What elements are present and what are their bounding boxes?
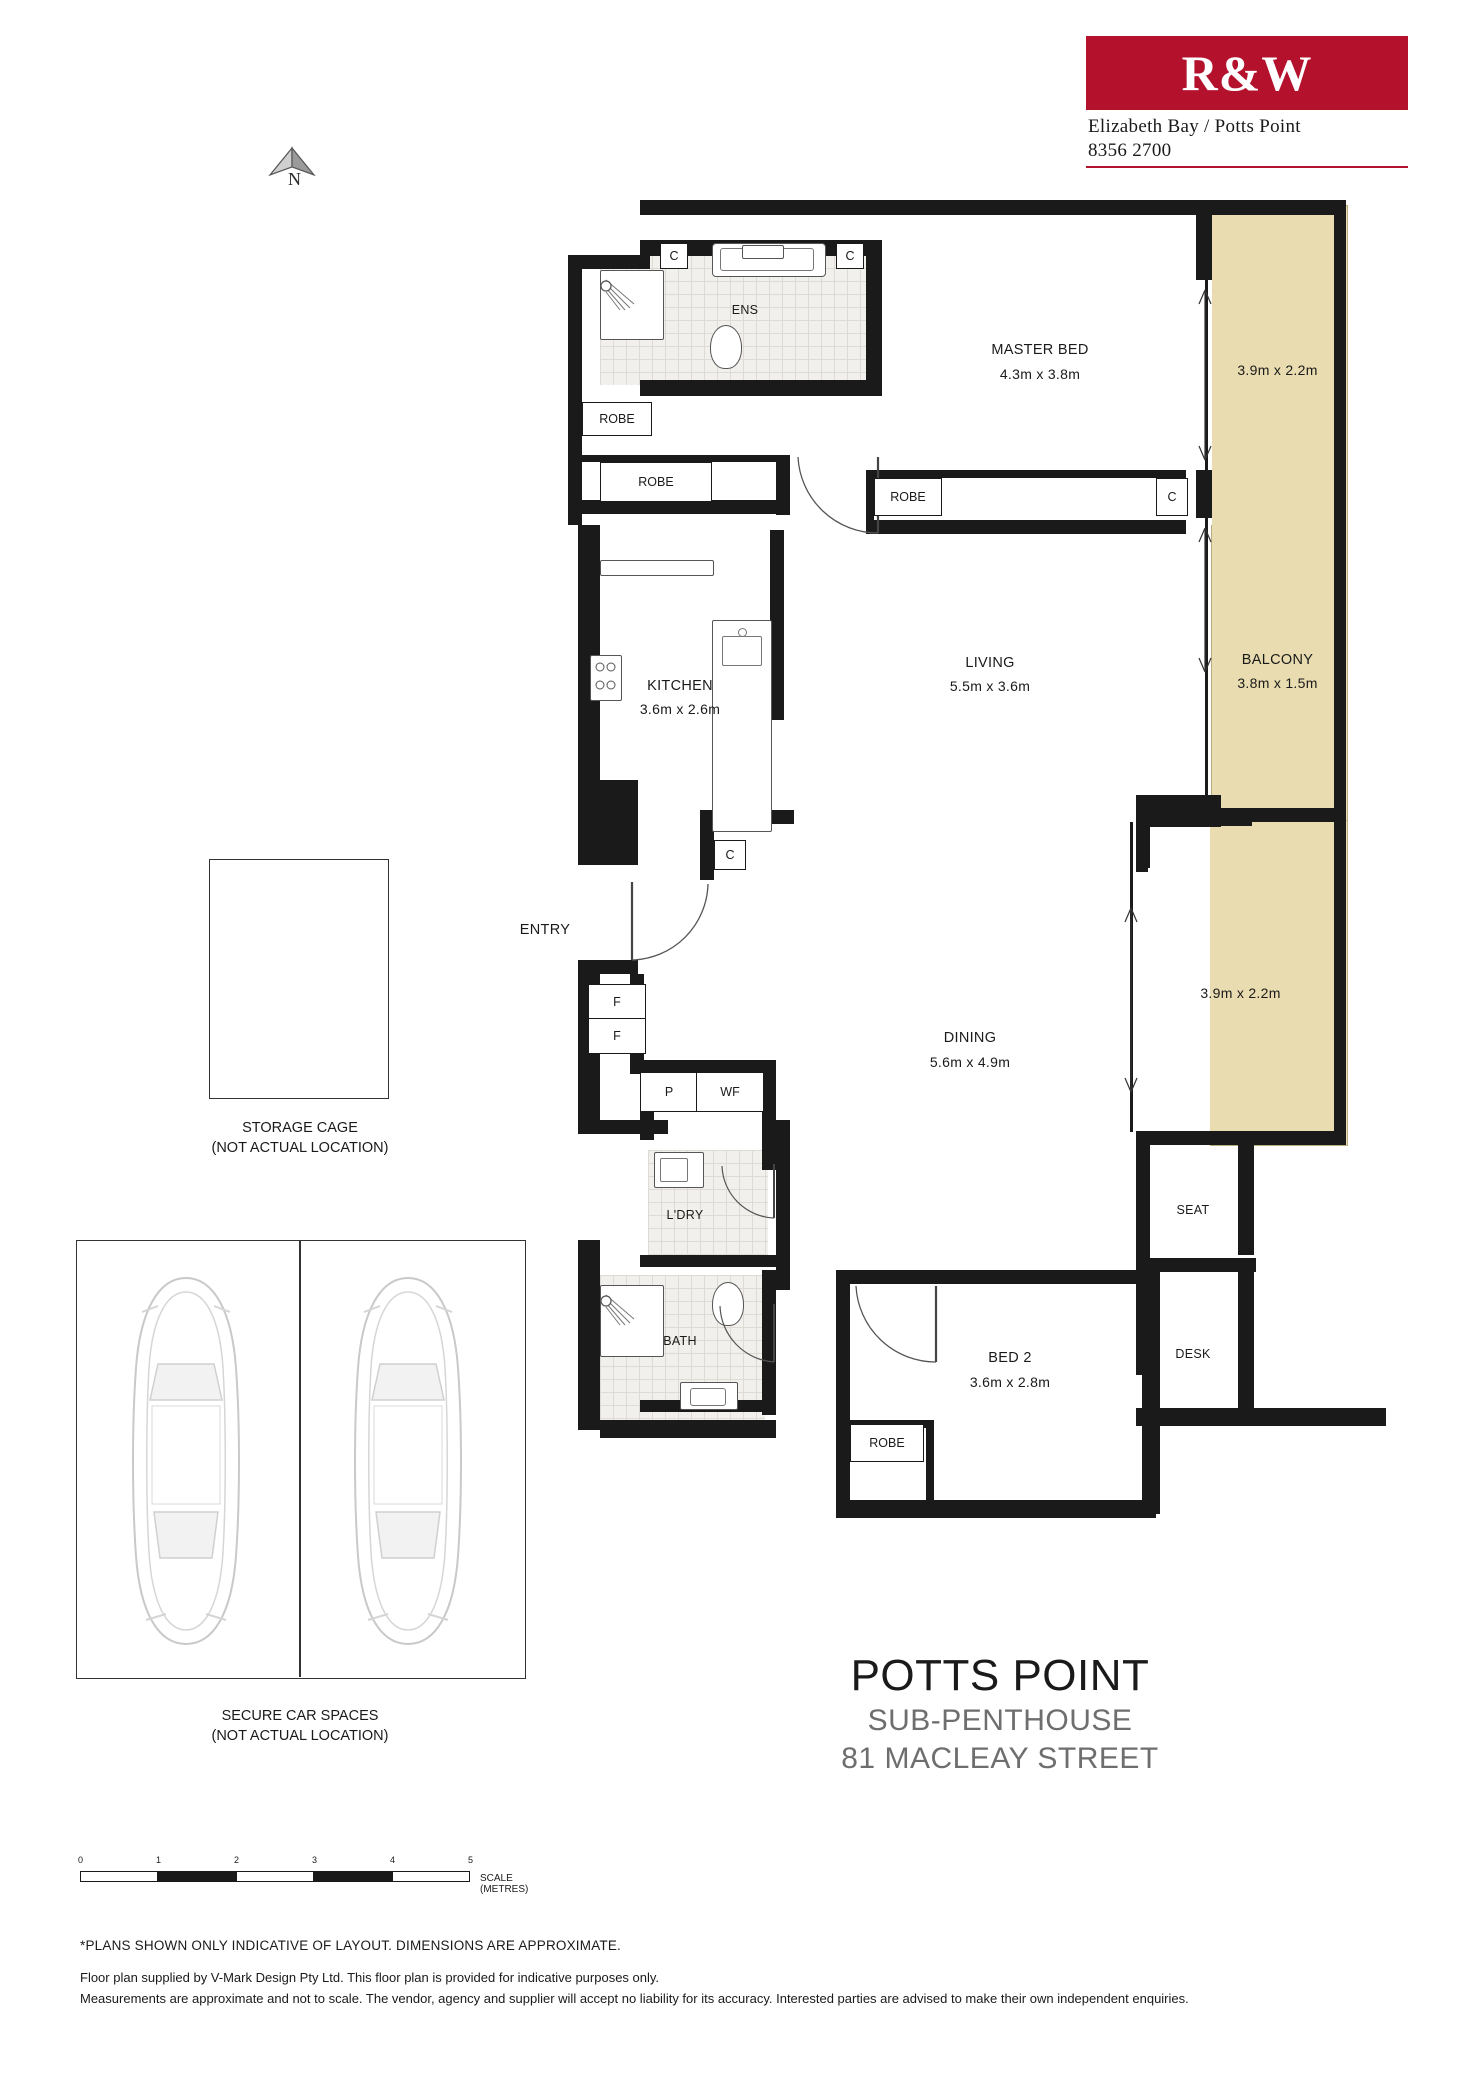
room-dims-dining: 5.6m x 4.9m	[929, 1054, 1011, 1070]
wall-dining-bottom	[836, 1270, 862, 1284]
agency-office-name: Elizabeth Bay / Potts Point	[1088, 116, 1301, 137]
entry-door-arc-icon	[630, 880, 712, 970]
label-c-3: C	[1156, 478, 1188, 516]
room-dims-balcony: 3.8m x 1.5m	[1237, 675, 1318, 691]
scale-segment-4	[392, 1871, 470, 1882]
wall-top-outer	[640, 200, 1346, 215]
wall-living-step-pier	[1136, 795, 1221, 827]
wall-robe-row-bottom	[582, 500, 790, 514]
kitchen-bench	[600, 560, 714, 576]
wall-robe-right	[776, 455, 790, 515]
bath-door-arc-icon	[716, 1300, 778, 1370]
label-laundry: L'DRY	[666, 1208, 704, 1222]
toilet-ensuite	[710, 325, 742, 369]
wall-left-upper-top	[568, 255, 650, 269]
wall-kitchen-right-upper	[770, 530, 784, 720]
label-f-1: F	[588, 984, 646, 1020]
balcony-sliding-door-lower-icon	[1118, 900, 1144, 1100]
car-icon-right	[328, 1272, 488, 1650]
room-label-dining: DINING	[943, 1030, 997, 1046]
title-block	[700, 1650, 1300, 1778]
agency-logo: R&W	[1181, 45, 1313, 101]
wall-entry-top	[578, 960, 638, 974]
disclaimer-line-2: Measurements are approximate and not to scale. The vendor, agency and supplier will accept no liability for its accuracy. Interested parties are advised to make their own independent enquiries.	[80, 1991, 1189, 2006]
room-label-bed2: BED 2	[988, 1350, 1032, 1366]
wall-bed2-top	[850, 1270, 1160, 1284]
wall-robe-row-top	[582, 455, 790, 462]
room-label-balcony: BALCONY	[1241, 652, 1314, 668]
room-dims-bed2: 3.6m x 2.8m	[969, 1374, 1051, 1390]
disclaimer-line-1: Floor plan supplied by V-Mark Design Pty Ltd. This floor plan is provided for indicative purposes only.	[80, 1970, 660, 1985]
wall-right-outer-lower	[1334, 820, 1346, 1145]
laundry-tub-bowl	[660, 1158, 688, 1182]
balcony-upper-fill	[1211, 205, 1348, 821]
label-seat: SEAT	[1176, 1203, 1210, 1217]
wall-laundry-top	[640, 1060, 776, 1072]
disclaimer-heading: *PLANS SHOWN ONLY INDICATIVE OF LAYOUT. DIMENSIONS ARE APPROXIMATE.	[80, 1938, 622, 1953]
car-spaces-caption-line2: (NOT ACTUAL LOCATION)	[211, 1728, 389, 1744]
label-robe-4: ROBE	[850, 1424, 924, 1462]
room-dims-living: 5.5m x 3.6m	[949, 678, 1031, 694]
storage-cage-caption-line2: (NOT ACTUAL LOCATION)	[211, 1140, 389, 1156]
label-robe-1: ROBE	[582, 402, 652, 436]
wall-dining-hall	[776, 1120, 790, 1290]
bed2-door-arc-icon	[848, 1284, 940, 1374]
wall-master-robe-top	[866, 470, 1186, 478]
balcony-dims-lower: 3.9m x 2.2m	[1200, 985, 1281, 1001]
scale-caption: SCALE (METRES)	[480, 1873, 529, 1895]
wall-bed2-bottom-ext	[836, 1500, 856, 1518]
wall-kitchen-bottom-block	[578, 780, 638, 865]
wall-right-outer-upper	[1334, 200, 1346, 820]
wall-laundry-left	[578, 1120, 668, 1134]
wall-bed2-robe-right	[926, 1420, 934, 1502]
storage-cage-caption-line1: STORAGE CAGE	[242, 1120, 358, 1136]
label-ens: ENS	[731, 303, 759, 317]
title-address: 81 MACLEAY STREET	[841, 1742, 1159, 1775]
label-desk: DESK	[1175, 1347, 1211, 1361]
wall-pier-living-balcony	[1196, 205, 1212, 280]
scale-tick-4: 4	[390, 1855, 396, 1865]
scale-tick-2: 2	[234, 1855, 240, 1865]
room-dims-master-bed: 4.3m x 3.8m	[999, 366, 1081, 382]
room-label-kitchen: KITCHEN	[647, 678, 713, 694]
scale-segment-0	[80, 1871, 158, 1882]
car-space-divider	[299, 1240, 301, 1677]
wall-bath-bottom-outer	[600, 1420, 776, 1438]
title-property-type: SUB-PENTHOUSE	[867, 1704, 1133, 1737]
wall-seat-right	[1238, 1145, 1254, 1255]
label-c-1: C	[660, 243, 688, 269]
disclaimer-block	[80, 1938, 1400, 2009]
basin-bath	[690, 1388, 726, 1406]
scale-tick-5: 5	[468, 1855, 474, 1865]
scale-segment-2	[236, 1871, 314, 1882]
room-label-living: LIVING	[965, 655, 1015, 671]
wall-desk-right	[1238, 1272, 1254, 1422]
north-label: N	[288, 169, 301, 189]
car-spaces-caption-line1: SECURE CAR SPACES	[221, 1708, 379, 1724]
wall-pier-living-balcony-2	[1196, 470, 1212, 518]
label-bath: BATH	[663, 1334, 697, 1348]
scale-tick-3: 3	[312, 1855, 318, 1865]
wall-laundry-bottom	[640, 1255, 776, 1267]
storage-cage-caption	[150, 1118, 450, 1158]
wall-left-master	[568, 255, 582, 395]
scale-tick-0: 0	[78, 1855, 84, 1865]
room-label-master-bed: MASTER BED	[991, 342, 1089, 358]
scale-segment-1	[158, 1871, 236, 1882]
wall-bath-left	[578, 1240, 600, 1430]
wall-desk-bottom	[1136, 1408, 1386, 1426]
vanity-ensuite	[742, 245, 784, 259]
label-entry: ENTRY	[519, 922, 571, 938]
kitchen-tap-icon	[738, 628, 747, 637]
wall-ens-bottom	[640, 380, 882, 396]
label-c-2: C	[836, 243, 864, 269]
wall-master-robe-bottom	[866, 520, 1186, 534]
wall-robe-left-block	[568, 395, 582, 525]
label-wf: WF	[696, 1072, 764, 1112]
label-robe-3: ROBE	[874, 478, 942, 516]
label-c-4: C	[714, 840, 746, 870]
agency-phone: 8356 2700	[1088, 140, 1172, 161]
label-f-2: F	[588, 1018, 646, 1054]
label-p: P	[640, 1072, 698, 1112]
car-icon-left	[106, 1272, 266, 1650]
wall-bed2-bottom	[836, 1500, 1156, 1518]
wall-balcony-lower-bottom	[1136, 1131, 1346, 1145]
wall-laundry-right	[762, 1060, 776, 1170]
balcony-dims-upper: 3.9m x 2.2m	[1237, 362, 1318, 378]
shower-rose-ensuite-icon	[600, 270, 662, 338]
wall-seat-bottom	[1136, 1258, 1256, 1272]
scale-tick-1: 1	[156, 1855, 162, 1865]
room-dims-kitchen: 3.6m x 2.6m	[639, 701, 721, 717]
master-door-arc-icon	[790, 455, 882, 545]
car-spaces-caption	[140, 1706, 460, 1746]
scale-segment-3	[314, 1871, 392, 1882]
title-suburb: POTTS POINT	[850, 1651, 1150, 1700]
label-robe-2: ROBE	[600, 462, 712, 502]
scale-bar	[80, 1855, 560, 1895]
kitchen-sink	[722, 636, 762, 666]
wall-ens-right	[866, 240, 882, 388]
storage-cage-box	[209, 859, 389, 1099]
